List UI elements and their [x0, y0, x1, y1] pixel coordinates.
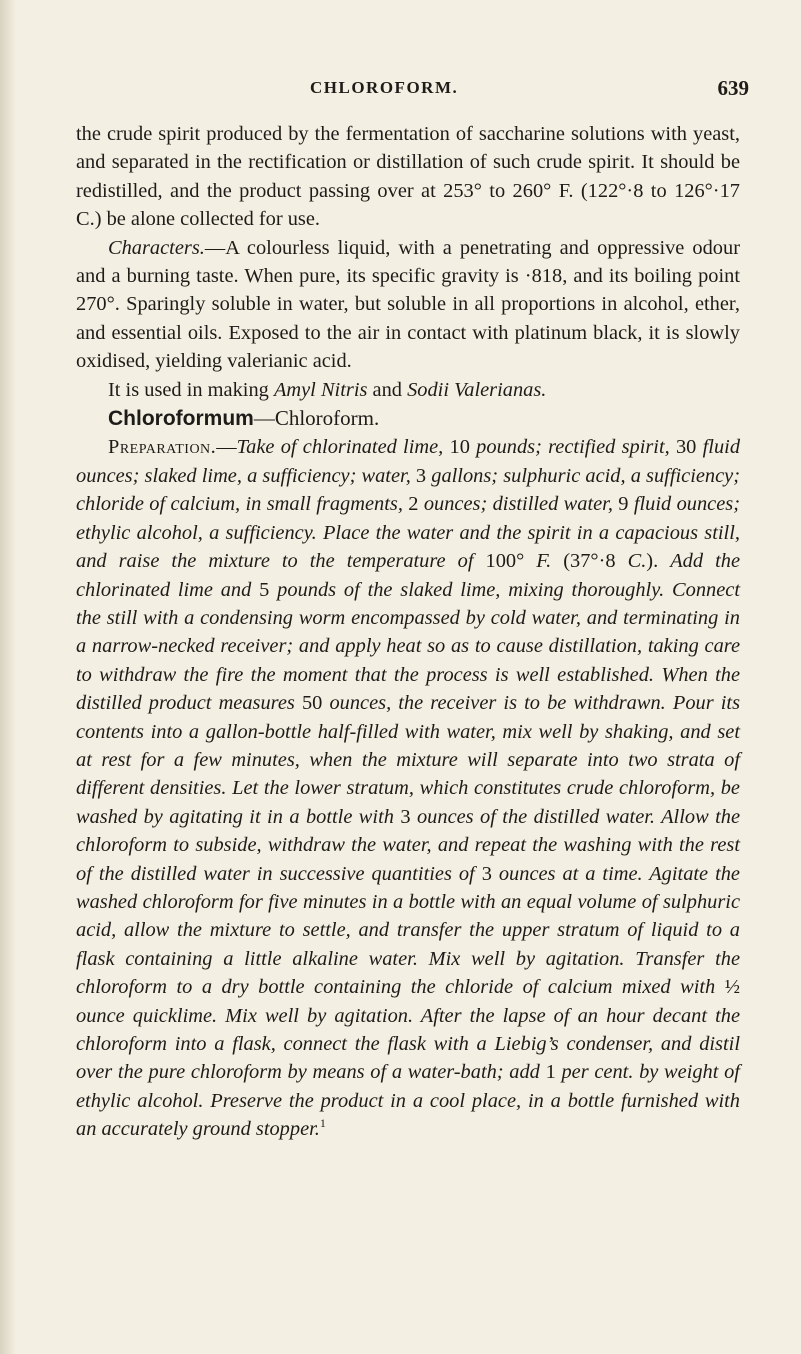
prep-text: per cent. by weight of ethylic alcohol. Preserve the product in a cool place, in a bottle furnished with an accurately ground stopper.: [76, 1061, 740, 1141]
characters-label: Characters.: [108, 236, 205, 259]
prep-number: (37°·8: [551, 550, 628, 573]
amyl-continuation-paragraph: the crude spirit produced by the fermentation of saccharine solutions with yeast, and separated in the rectification or distillation of such crude spirit. It should be redistilled, and the product passing over at 253° to 260° F. (122°·8 to 126°·17 C.) be alone collected for use.: [76, 123, 740, 231]
prep-text: Take of chlorinated lime,: [236, 436, 450, 459]
page-body: [76, 120, 740, 1144]
prep-number: 3: [481, 862, 492, 885]
prep-number: 5: [259, 578, 270, 601]
prep-text: ounce quicklime. Mix well by agitation. After the lapse of an hour decant the chloroform into a flask, connect the flask with a Liebig’s condenser, and distil over the pure chloroform by means of a water-bath; add: [76, 1004, 740, 1084]
prep-number: ).: [646, 550, 671, 573]
prep-number: 3: [400, 805, 411, 828]
prep-text: pounds; rectified spirit,: [469, 436, 676, 459]
prep-text: F.: [536, 550, 552, 573]
prep-number: ½: [724, 976, 740, 999]
prep-number: 50: [301, 692, 323, 715]
preparation-dash: —: [216, 436, 237, 459]
uses-text: It is used in making: [108, 378, 274, 401]
prep-number: 2: [408, 493, 419, 516]
prep-text: ounces, the receiver is to be withdrawn. Pour its contents into a gallon-bottle half-filled with water, mix well by shaking, and set at rest for a few minutes, when the mixture will separate into two strata of different densities. Let the lower stratum, which constitutes crude chloroform, be washed by agitating it in a bottle with: [76, 692, 741, 828]
footnote-marker: 1: [319, 1116, 326, 1131]
preparation-paragraph: [76, 433, 740, 1143]
prep-text: Add the chlorinated lime and: [76, 550, 740, 601]
uses-text-and: and: [367, 378, 408, 401]
prep-text: ounces of the distilled water. Allow the chloroform to subside, withdraw the water, and repeat the washing with the rest of the distilled water in successive quantities of: [76, 805, 740, 885]
preparation-label: Preparation.: [108, 436, 217, 459]
prep-text: C.: [627, 550, 647, 573]
prep-number: 3: [415, 464, 427, 487]
prep-number: 100°: [485, 550, 537, 573]
prep-text: pounds of the slaked lime, mixing thoroughly. Connect the still with a condensing worm encompassed by cold water, and terminating in a narrow-necked receiver; and apply heat so as to cause distillation, taking care to withdraw the fire the moment that the process is well established. When the distilled product measures: [76, 578, 740, 715]
prep-text: ounces; distilled water,: [418, 493, 619, 516]
chloroform-title: Chloroformum: [108, 407, 254, 431]
prep-number: 10: [449, 436, 470, 459]
prep-text: gallons; sulphuric acid, a sufficiency; chloride of calcium, in small fragments,: [76, 464, 740, 516]
uses-amyl-nitris: Amyl Nitris: [273, 378, 368, 401]
running-head: CHLOROFORM.: [310, 78, 459, 97]
prep-text: ounces at a time. Agitate the washed chloroform for five minutes in a bottle with an equal volume of sulphuric acid, allow the mixture to settle, and transfer the upper stratum of liquid to a flask containing a little alkaline water. Mix well by agitation. Transfer the chloroform to a dry bottle containing the chloride of calcium mixed with: [76, 862, 740, 999]
prep-number: 1: [545, 1061, 556, 1084]
prep-text: fluid ounces; slaked lime, a sufficiency; water,: [76, 436, 741, 487]
uses-paragraph: [76, 376, 740, 404]
uses-sodii-valerianas: Sodii Valerianas.: [407, 378, 547, 401]
characters-paragraph: [76, 234, 740, 376]
characters-text: —A colourless liquid, with a penetrating and oppressive odour and a burning taste. When pure, its specific gravity is ·818, and its boiling point 270°. Sparingly soluble in water, but soluble in all proportions in alcohol, ether, and essential oils. Exposed to the air in contact with platinum black, it is slowly oxidised, yielding valerianic acid.: [76, 236, 740, 373]
prep-number: 9: [618, 493, 629, 516]
chloroform-title-rest: —Chloroform.: [253, 406, 380, 431]
prep-number: 30: [675, 436, 697, 459]
chloroform-heading: [76, 404, 740, 433]
page-number: 639: [717, 76, 749, 100]
prep-text: fluid ounces; ethylic alcohol, a sufficiency. Place the water and the spirit in a capacious still, and raise the mixture to the temperature of: [76, 493, 740, 573]
